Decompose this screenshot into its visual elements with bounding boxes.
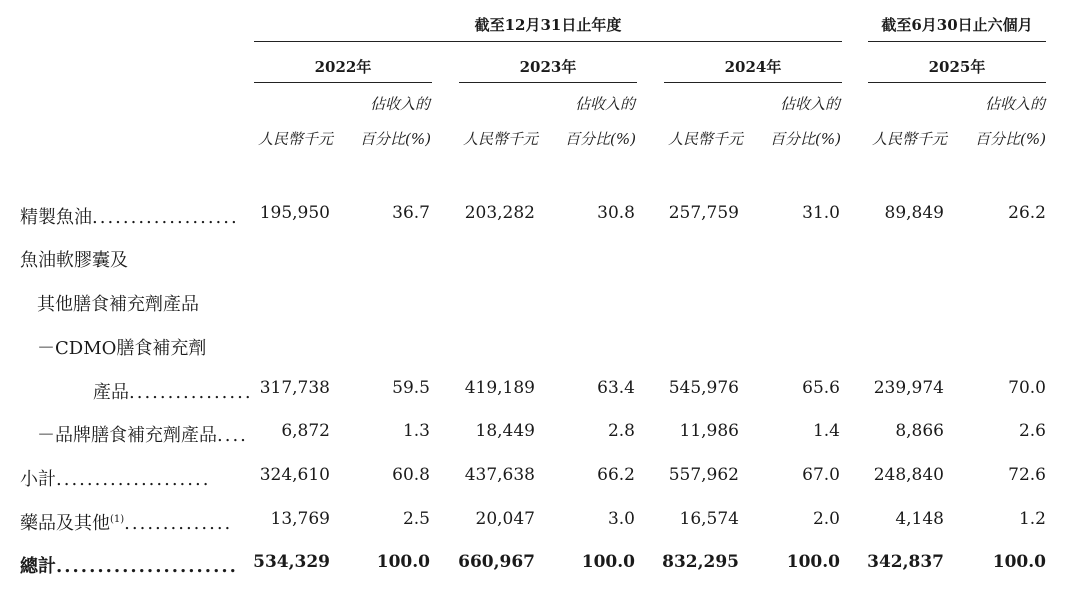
table-cell: 2.5	[402, 509, 430, 529]
table-cell: 72.6	[1008, 465, 1046, 485]
table-cell: 660,967	[458, 552, 535, 572]
table-cell: 324,610	[259, 465, 330, 485]
table-cell: 60.8	[392, 465, 430, 485]
rule-2024	[664, 82, 842, 83]
table-cell: 342,837	[867, 552, 944, 572]
footnote-marker: (1)	[110, 514, 125, 525]
leader-dots: ...................	[92, 207, 239, 228]
table-cell: 70.0	[1008, 378, 1046, 398]
table-cell: 1.3	[402, 421, 430, 441]
row-label-text: 藥品及其他	[20, 513, 110, 534]
table-cell: 65.6	[802, 378, 840, 398]
rule-2023	[459, 82, 637, 83]
table-cell: 2.8	[607, 421, 635, 441]
table-cell: 832,295	[662, 552, 739, 572]
table-cell: 257,759	[668, 203, 739, 223]
row-label-total	[20, 552, 238, 578]
year-2022: 2022年	[314, 58, 372, 76]
rule-2025	[868, 82, 1046, 83]
table-cell: 18,449	[475, 421, 535, 441]
year-2023: 2023年	[519, 58, 577, 76]
col-pct-line1: 佔收入的	[984, 95, 1045, 113]
table-cell: 239,974	[873, 378, 944, 398]
year-2025: 2025年	[928, 58, 986, 76]
table-cell: 100.0	[786, 552, 840, 572]
table-cell: 3.0	[607, 509, 635, 529]
table-cell: 6,872	[281, 421, 330, 441]
col-pct-line2: 百分比(%)	[565, 130, 636, 148]
table-cell: 557,962	[668, 465, 739, 485]
table-cell: 63.4	[597, 378, 635, 398]
row-label-pharma-others	[20, 509, 232, 535]
leader-dots: ................	[129, 382, 253, 403]
col-pct-line1: 佔收入的	[574, 95, 635, 113]
row-label-text: 總計	[20, 556, 56, 577]
rule-2022	[254, 82, 432, 83]
table-cell: 31.0	[802, 203, 840, 223]
row-label-subtotal	[20, 465, 210, 491]
col-amount-2024: 人民幣千元	[668, 130, 744, 148]
table-cell: 419,189	[464, 378, 535, 398]
table-cell: 100.0	[581, 552, 635, 572]
row-label-softgel-line2: 其他膳食補充劑產品	[37, 294, 199, 315]
col-pct-2025	[975, 90, 1045, 154]
table-cell: 195,950	[259, 203, 330, 223]
table-cell: 545,976	[668, 378, 739, 398]
leader-dots: ....................	[56, 469, 211, 490]
table-cell: 36.7	[392, 203, 430, 223]
table-cell: 317,738	[259, 378, 330, 398]
row-label-softgel-line1: 魚油軟膠囊及	[20, 250, 128, 271]
col-pct-2023	[565, 90, 635, 154]
row-label-cdmo-line1: －CDMO膳食補充劑	[37, 338, 207, 359]
row-label-text: 產品	[93, 382, 129, 403]
table-cell: 59.5	[392, 378, 430, 398]
table-cell: 30.8	[597, 203, 635, 223]
leader-dots: ..............	[124, 513, 233, 534]
header-half-year: 截至6月30日止六個月	[881, 16, 1033, 34]
table-cell: 1.2	[1018, 509, 1046, 529]
row-label-text: 精製魚油	[20, 207, 92, 228]
year-2024: 2024年	[724, 58, 782, 76]
rule-full-year	[254, 41, 842, 42]
col-pct-line1: 佔收入的	[779, 95, 840, 113]
col-pct-line1: 佔收入的	[369, 95, 430, 113]
table-cell: 11,986	[679, 421, 739, 441]
table-cell: 1.4	[812, 421, 840, 441]
leader-dots: ....	[217, 425, 248, 446]
table-cell: 20,047	[475, 509, 535, 529]
row-label-text: －品牌膳食補充劑產品	[37, 425, 217, 446]
table-cell: 26.2	[1008, 203, 1046, 223]
row-label-text: 小計	[20, 469, 56, 490]
leader-dots: ......................	[56, 556, 238, 577]
table-cell: 248,840	[873, 465, 944, 485]
header-full-year: 截至12月31日止年度	[474, 16, 622, 34]
col-pct-2022	[360, 90, 430, 154]
table-cell: 8,866	[895, 421, 944, 441]
table-cell: 4,148	[895, 509, 944, 529]
table-cell: 437,638	[464, 465, 535, 485]
table-cell: 66.2	[597, 465, 635, 485]
table-cell: 203,282	[464, 203, 535, 223]
col-pct-line2: 百分比(%)	[975, 130, 1046, 148]
table-cell: 13,769	[270, 509, 330, 529]
table-cell: 16,574	[679, 509, 739, 529]
row-label-brand-products	[37, 421, 248, 447]
table-cell: 100.0	[376, 552, 430, 572]
table-cell: 100.0	[992, 552, 1046, 572]
col-amount-2025: 人民幣千元	[872, 130, 948, 148]
col-pct-line2: 百分比(%)	[770, 130, 841, 148]
table-cell: 67.0	[802, 465, 840, 485]
col-amount-2022: 人民幣千元	[258, 130, 334, 148]
rule-half-year	[868, 41, 1046, 42]
row-label-refined-fish-oil	[20, 203, 239, 229]
col-amount-2023: 人民幣千元	[463, 130, 539, 148]
table-cell: 2.6	[1018, 421, 1046, 441]
table-cell: 534,329	[253, 552, 330, 572]
table-cell: 89,849	[884, 203, 944, 223]
col-pct-line2: 百分比(%)	[360, 130, 431, 148]
table-cell: 2.0	[812, 509, 840, 529]
col-pct-2024	[770, 90, 840, 154]
